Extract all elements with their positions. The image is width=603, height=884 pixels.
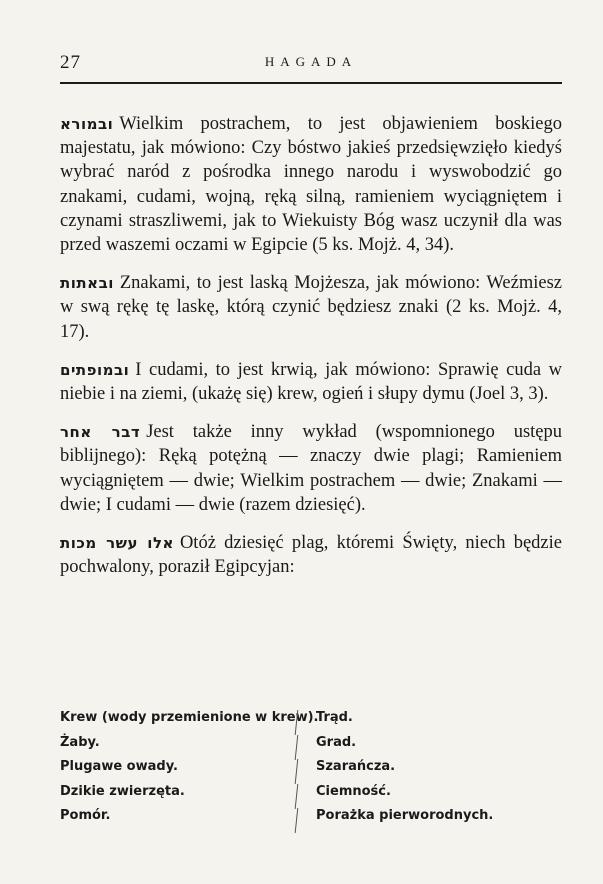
paragraph-text: I cudami, to jest krwią, jak mówiono: Sprawię cuda w niebie i na ziemi, (ukażę się) krew, ogień i słupy dymu (Joel 3, 3). [60, 359, 562, 405]
paragraph [60, 358, 562, 406]
plague-item: Plugawe owady. [60, 759, 178, 774]
plague-list [60, 710, 562, 833]
brace-divider [295, 784, 307, 809]
page-number: 27 [60, 52, 81, 73]
plague-item: Pomór. [60, 808, 111, 823]
plague-row [60, 710, 562, 735]
plague-row [60, 735, 562, 760]
hebrew-keyword: דבר אחר [60, 423, 141, 442]
brace-divider [295, 759, 307, 784]
plague-item: Trąd. [316, 710, 353, 725]
running-title: HAGADA [264, 54, 358, 69]
plague-item: Żaby. [60, 734, 100, 750]
brace-divider [295, 735, 307, 760]
plague-item: Szarańcza. [316, 759, 396, 774]
brace-divider [295, 808, 307, 833]
plague-item: Porażka pierworodnych. [316, 808, 494, 823]
body-text [60, 112, 562, 579]
plague-row [60, 784, 562, 809]
header-rule [60, 82, 562, 84]
hebrew-keyword: ובמופתים [60, 360, 130, 379]
hebrew-keyword: ובאתות [60, 274, 114, 293]
plague-row [60, 808, 562, 833]
paragraph-text: Znakami, to jest laską Mojżesza, jak mówiono: Weźmiesz w swą rękę tę laskę, którą czynić będziesz znaki (2 ks. Mojż. 4, 17). [60, 273, 562, 342]
paragraph-text: Jest także inny wykład (wspomnionego ustępu biblijnego): Ręką potężną — znaczy dwie plagi; Ramieniem wyciągniętem — dwie; Wielkim postrachem — dwie; Znakami — dwie; I cudami — dwie (razem dziesięć). [60, 422, 562, 515]
paragraph [60, 531, 562, 579]
plague-item: Dzikie zwierzęta. [60, 783, 185, 799]
paragraph [60, 112, 562, 257]
paragraph-text: Otóż dziesięć plag, któremi Święty, niech będzie pochwalony, poraził Egipcyjan: [60, 533, 562, 578]
book-page [60, 52, 562, 823]
plague-item: Ciemność. [316, 783, 391, 799]
paragraph [60, 271, 562, 344]
plague-item: Krew (wody przemienione w krew). [60, 710, 319, 725]
plague-row [60, 759, 562, 784]
hebrew-keyword: אלו עשר מכות [60, 534, 174, 553]
brace-divider [295, 710, 307, 735]
page-header [60, 52, 562, 74]
hebrew-keyword: ובמורא [60, 115, 114, 133]
paragraph-text: Wielkim postrachem, to jest objawieniem boskiego majestatu, jak mówiono: Czy bóstwo jakieś przedsięwzięło kiedyś wybrać naród z pośrodka innego narodu i wyswobodzić go znakami, cudami, wojną, ręką silną, ramieniem wyciągniętem i czynami straszliwemi, jak to Wiekuisty Bóg wasz uczynił dla was przed waszemi oczami w Egipcie (5 ks. Mojż. 4, 34). [60, 114, 562, 256]
paragraph [60, 420, 562, 517]
plague-item: Grad. [316, 734, 357, 750]
